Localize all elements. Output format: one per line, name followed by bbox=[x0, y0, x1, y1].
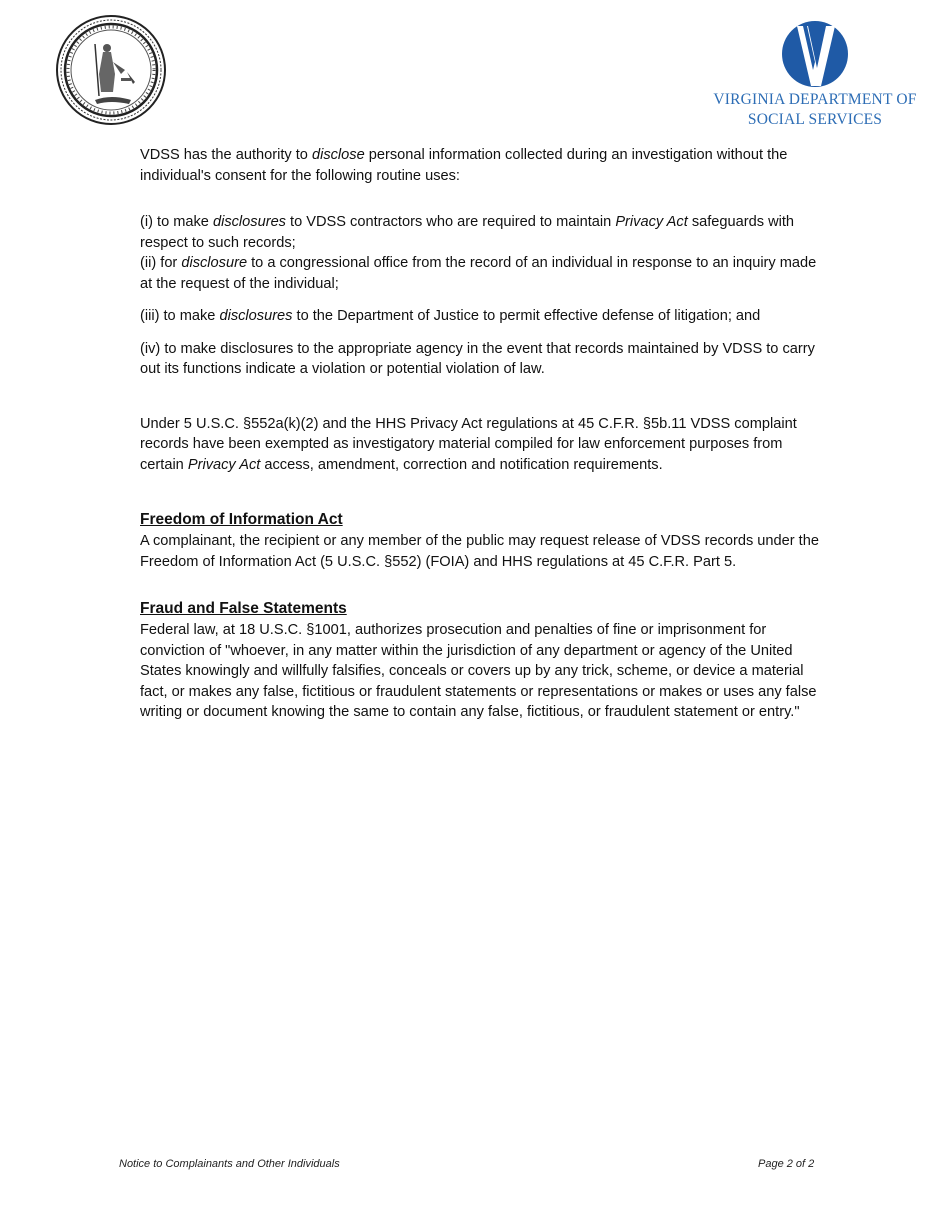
footer-title: Notice to Complainants and Other Individuals bbox=[119, 1158, 340, 1170]
routine-use-4: (iv) to make disclosures to the appropriate agency in the event that records maintained by VDSS to carry out its functions indicate a violation or potential violation of law. bbox=[140, 340, 815, 377]
vdss-logo bbox=[705, 18, 925, 138]
fraud-paragraph: Federal law, at 18 U.S.C. §1001, authorizes prosecution and penalties of fine or imprisonment for conviction of "whoever, in any matter within the jurisdiction of any department or agency of the United States knowingly and willfully falsifies, conceals or covers up by any trick, scheme, or device a material fact, or makes any false, fictitious or fraudulent statements or representations or makes or uses any false writing or document knowing the same to contain any false, fictitious, or fraudulent statement or entry." bbox=[140, 622, 817, 720]
footer-page-number: Page 2 of 2 bbox=[758, 1158, 815, 1170]
virginia-seal bbox=[55, 14, 167, 126]
fraud-heading: Fraud and False Statements bbox=[140, 600, 347, 617]
exemption-paragraph: Under 5 U.S.C. §552a(k)(2) and the HHS Privacy Act regulations at 45 C.F.R. §5b.11 VDSS complaint records have been exempted as investigatory material compiled for law enforcement purposes from certain Privacy Act access, amendment, correction and notification requirements. bbox=[140, 415, 797, 473]
logo-line-1: VIRGINIA DEPARTMENT OF bbox=[713, 91, 917, 108]
foia-heading: Freedom of Information Act bbox=[140, 511, 343, 528]
routine-uses-intro: VDSS has the authority to disclose personal information collected during an investigation without the individual's consent for the following routine uses: bbox=[140, 147, 788, 184]
routine-use-1: (i) to make disclosures to VDSS contractors who are required to maintain Privacy Act safeguards with respect to such records; bbox=[140, 214, 795, 251]
foia-paragraph: A complainant, the recipient or any member of the public may request release of VDSS records under the Freedom of Information Act (5 U.S.C. §552) (FOIA) and HHS regulations at 45 C.F.R. Part 5. bbox=[140, 533, 819, 570]
routine-use-2: (ii) for disclosure to a congressional office from the record of an individual in response to an inquiry made at the request of the individual; bbox=[140, 255, 817, 292]
vdss-v-mark-icon bbox=[779, 18, 851, 90]
routine-use-3: (iii) to make disclosures to the Department of Justice to permit effective defense of litigation; and bbox=[140, 308, 761, 324]
logo-line-2: SOCIAL SERVICES bbox=[747, 111, 883, 128]
seal-icon bbox=[55, 14, 167, 126]
document-body bbox=[140, 145, 830, 723]
